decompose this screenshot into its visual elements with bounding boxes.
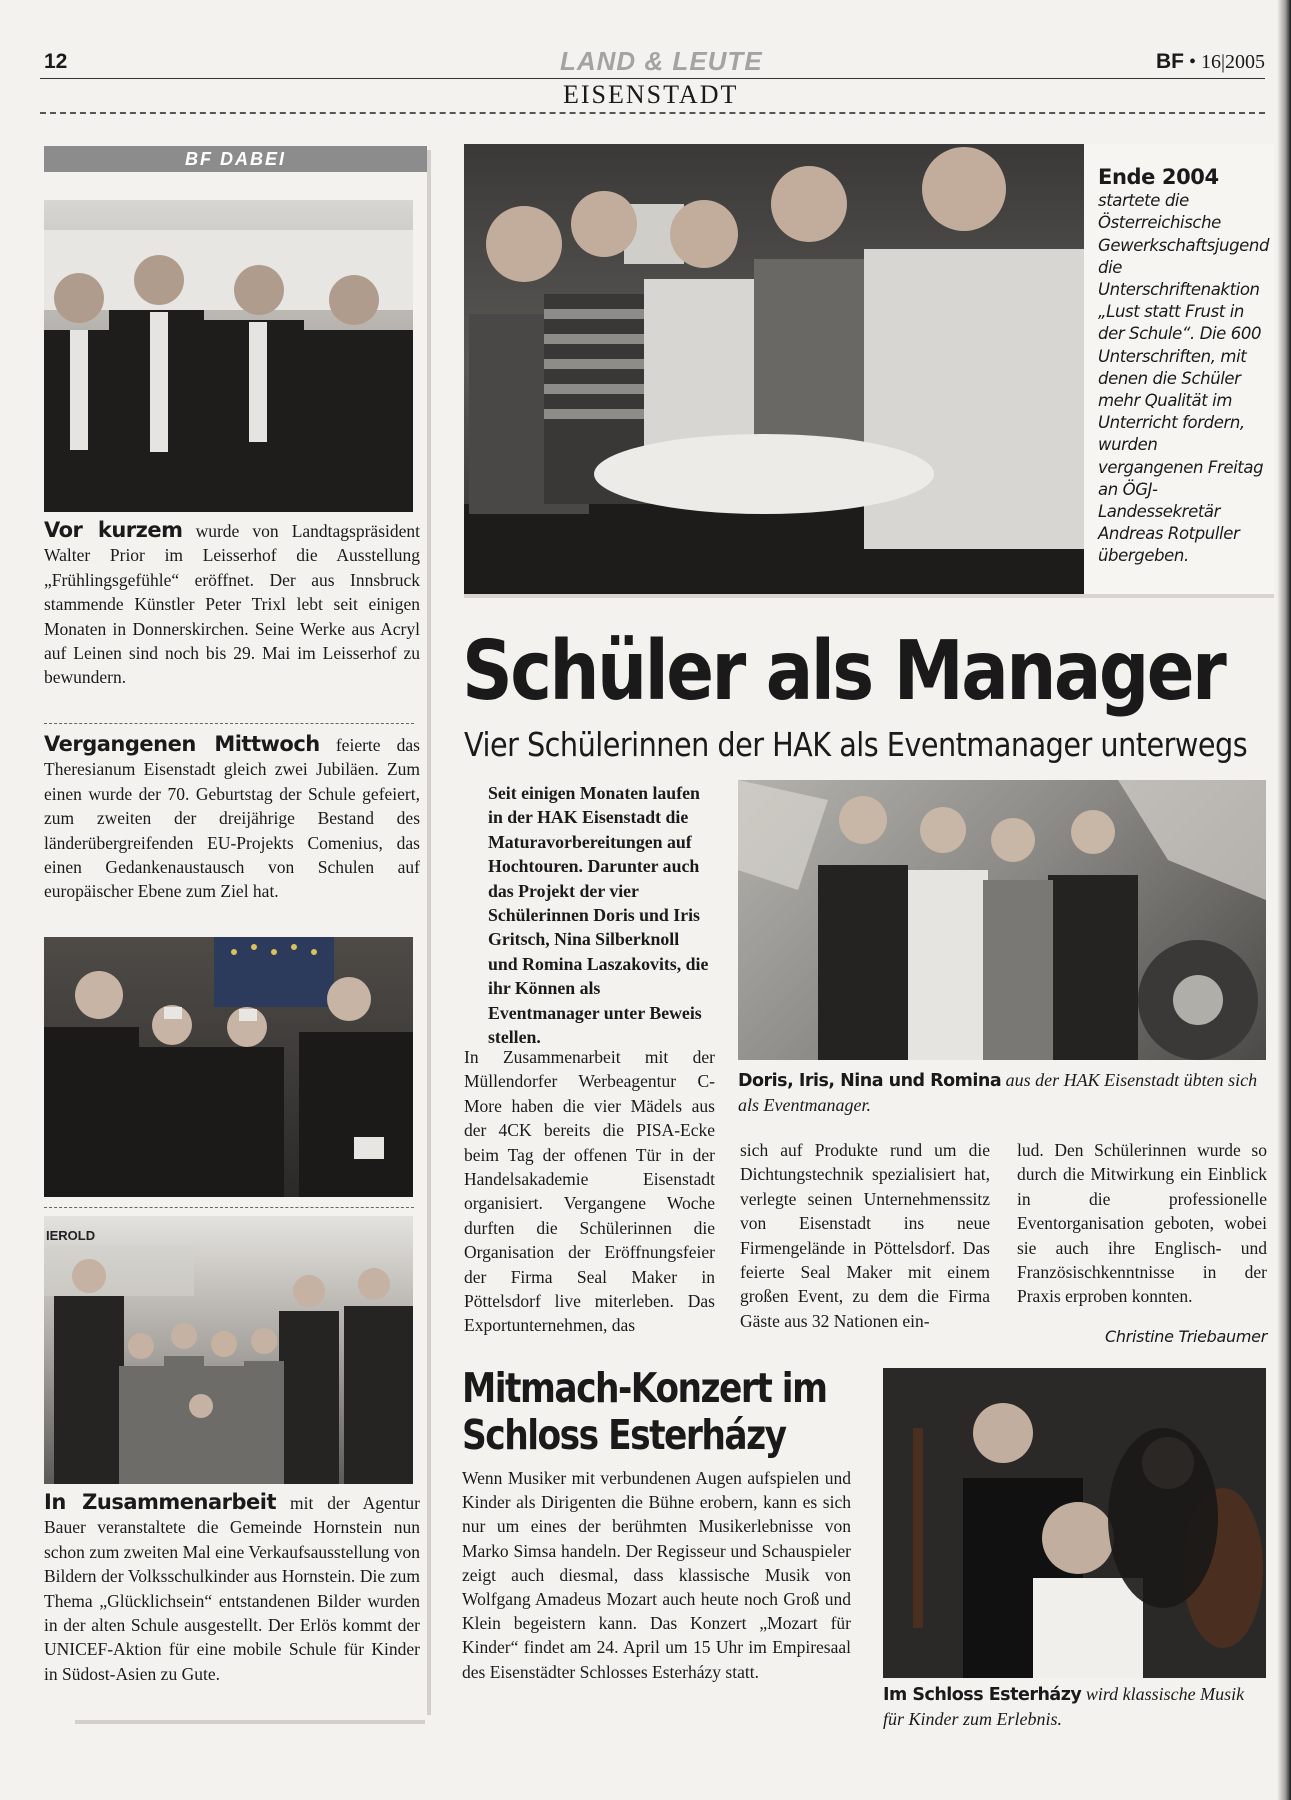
subsection-title: EISENSTADT	[563, 80, 739, 109]
sidebar-item-hornstein	[44, 1490, 420, 1686]
sidebar-item-exhibition	[44, 518, 420, 690]
sidebar-shadow	[427, 150, 431, 1715]
header-rule	[40, 78, 1265, 79]
sidebar-item-exhibition-text: wurde von Landtagspräsident Walter Prior im Leisserhof die Ausstellung „Frühlingsgefühle“ eröffnet. Der aus Innsbruck stammende Künstler Peter Trixl lebt seit einigen Monaten in Donnerskirchen. Seine Werke aus Acryl auf Leinen sind noch bis 29. Mai im Leisserhof zu bewundern.	[44, 521, 421, 688]
concert-photo-caption-text: wird klassische Musik für Kinder zum Erlebnis.	[883, 1684, 1245, 1729]
section-title: LAND & LEUTE	[560, 46, 763, 76]
sidebar-item-theresianum	[44, 732, 420, 904]
concert-photo-caption-lead: Im Schloss Esterházy	[883, 1685, 1082, 1705]
photo-hak-students	[738, 780, 1266, 1060]
concert-headline-line-2: Schloss Esterházy	[462, 1411, 786, 1459]
article-author: Christine Triebaumer	[1105, 1327, 1267, 1346]
hak-photo-caption	[738, 1068, 1266, 1117]
top-story-caption	[1098, 165, 1270, 568]
page-fold-shadow	[1277, 0, 1291, 1800]
photo-signature-handover	[464, 144, 1084, 594]
sidebar-bottom-shadow	[75, 1720, 425, 1724]
top-story-caption-text: startete die Österreichische Gewerkschaftsjugend die Unterschriftenaktion „Lust statt Frust in der Schule“. Die 600 Unterschriften, mit denen die Schüler mehr Qualität im Unterricht fordern, wurden vergangenen Freitag an ÖGJ-Landessekretär Andreas Rotpuller übergeben.	[1098, 191, 1270, 566]
sidebar-title: BF DABEI	[185, 149, 286, 169]
photo-theresianum	[44, 937, 413, 1197]
issue-info	[1156, 50, 1265, 74]
main-lead: Seit einigen Monaten laufen in der HAK Eisenstadt die Maturavorbereitungen auf Hochtouren. Darunter auch das Projekt der vier Schülerinnen Doris und Iris Gritsch, Nina Silberknoll und Romina Laszakovits, die ihr Können als Eventmanager unter Beweis stellen.	[488, 783, 709, 1048]
sidebar-item-hornstein-text: mit der Agentur Bauer veranstaltete die Gemeinde Hornstein nun schon zum zweiten Mal eine Verkaufsausstellung von Bildern der Volksschulkinder aus Hornstein. Die zum Thema „Glücklichsein“ entstandenen Bilder wurden in der alten Schule ausgestellt. Der Erlös kommt der UNICEF-Aktion für eine mobile Schule für Kinder in Südost-Asien zu Gute.	[44, 1493, 421, 1684]
sidebar-item-theresianum-lead: Vergangenen Mittwoch	[44, 732, 320, 756]
hak-photo-caption-text: aus der HAK Eisenstadt übten sich als Eventmanager.	[738, 1070, 1258, 1115]
main-column-2: sich auf Produkte rund um die Dichtungstechnik spezialisiert hat, verlegte seinen Unternehmenssitz von Eisenstadt ins neue Firmengelände in Pöttelsdorf. Das feierte Seal Maker mit einem großen Event, zu dem die Firma Gäste aus 32 Nationen ein-	[740, 1140, 990, 1331]
top-story-caption-box	[1084, 144, 1274, 594]
issue-number: 16|2005	[1200, 51, 1265, 73]
concert-text: Wenn Musiker mit verbundenen Augen aufspielen und Kinder als Dirigenten die Bühne erobern, kann es sich nur um eines der berühmten Musikerlebnisse von Marko Simsa handeln. Der Regisseur und Schauspieler zeigt auch diesmal, dass klassische Musik von Wolfgang Amadeus Mozart auch heute noch Groß und Klein begeistern kann. Das Konzert „Mozart für Kinder“ findet am 24. April um 15 Uhr im Empiresaal des Eisenstädter Schlosses Esterházy statt.	[462, 1468, 851, 1682]
sidebar-divider-2	[44, 1207, 414, 1208]
sidebar-item-hornstein-lead: In Zusammenarbeit	[44, 1490, 277, 1514]
sidebar-item-theresianum-text: feierte das Theresianum Eisenstadt gleich zwei Jubiläen. Zum einen wurde der 70. Geburtstag der Schule gefeiert, zum zweiten der dreijährige Bestand des länderübergreifenden EU-Projekts Comenius, das einen Gedankenaustausch von Schulen auf europäischer Ebene zum Ziel hat.	[44, 735, 420, 902]
page-number: 12	[44, 50, 68, 73]
concert-headline	[462, 1365, 826, 1459]
main-headline: Schüler als Manager	[462, 624, 1225, 719]
main-subheadline: Vier Schülerinnen der HAK als Eventmanager unterwegs	[464, 725, 1248, 764]
photo-exhibition-opening	[44, 200, 413, 512]
bullet-icon: •	[1188, 51, 1201, 73]
photo-hornstein-exhibition	[44, 1216, 413, 1484]
concert-photo-caption	[883, 1682, 1266, 1731]
concert-headline-line-1: Mitmach-Konzert im	[462, 1364, 827, 1412]
photo-esterhazy-concert	[883, 1368, 1266, 1678]
top-story-caption-lead: Ende 2004	[1098, 165, 1219, 189]
paper-name: BF	[1155, 50, 1184, 73]
header-dashed-rule	[40, 112, 1265, 114]
photo-sign-text: IEROLD	[46, 1228, 96, 1243]
top-photo-shadow	[464, 594, 1274, 598]
main-column-1: In Zusammenarbeit mit der Müllendorfer Werbeagentur C-More haben die vier Mädels aus der 4CK bereits die PISA-Ecke beim Tag der offenen Tür in der Handelsakademie Eisenstadt organisiert. Vergangene Woche durften die Schülerinnen die Organisation der Eröffnungsfeier der Firma Seal Maker in Pöttelsdorf live miterleben. Das Exportunternehmen, das	[464, 1047, 715, 1336]
sidebar-item-exhibition-lead: Vor kurzem	[44, 518, 183, 542]
sidebar-divider-1	[44, 723, 414, 724]
sidebar-title-bar	[44, 146, 427, 172]
main-column-3: lud. Den Schülerinnen wurde so durch die Mitwirkung ein Einblick in die professionelle Eventorganisation geboten, wobei sie auch ihre Englisch- und Französischkenntnisse in der Praxis erproben konnten.	[1017, 1140, 1267, 1307]
hak-photo-caption-lead: Doris, Iris, Nina und Romina	[738, 1071, 1002, 1091]
